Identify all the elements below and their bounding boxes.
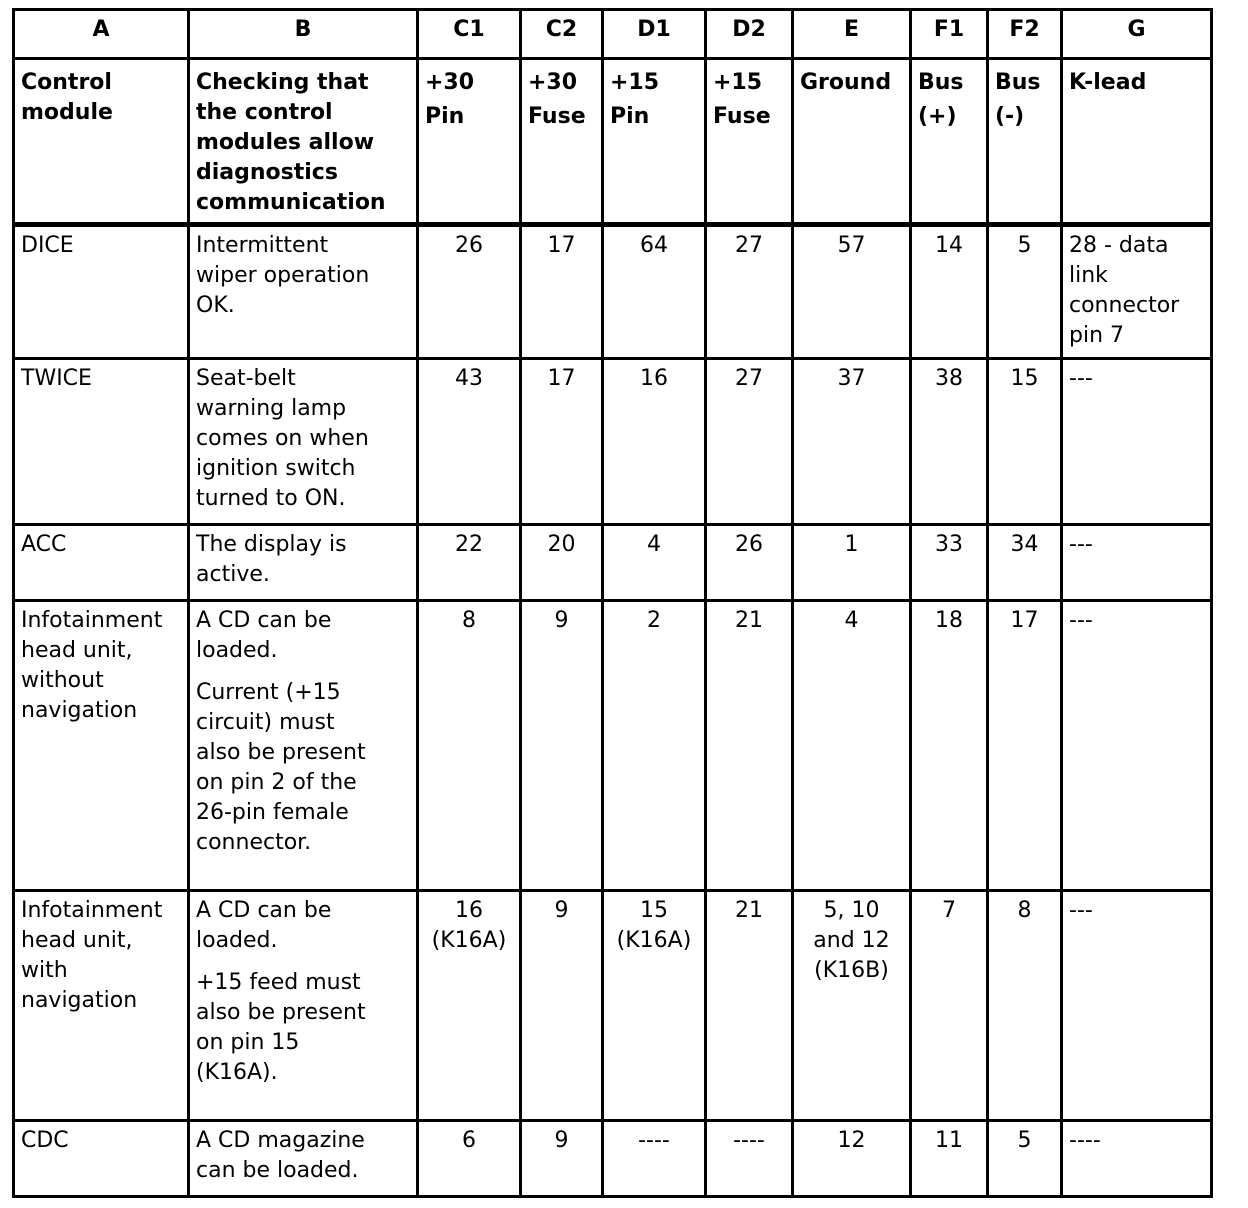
- bus-plus-cell: [911, 1121, 988, 1197]
- header-text: Checking that: [196, 70, 369, 95]
- header-checking: [189, 59, 418, 225]
- fuse-30-cell: [521, 225, 603, 359]
- cell-text: 37: [837, 366, 866, 391]
- cell-text: ----: [1069, 1128, 1101, 1153]
- cell-text: comes on when: [196, 426, 369, 451]
- column-letter: G: [1062, 10, 1212, 59]
- cell-text: 8: [462, 608, 476, 633]
- bus-minus-cell: [988, 525, 1062, 601]
- ground-cell: [793, 225, 911, 359]
- cell-text: Infotainment: [21, 608, 163, 633]
- column-letter: B: [189, 10, 418, 59]
- fuse-30-cell: [521, 359, 603, 525]
- cell-text: ---: [1069, 366, 1093, 391]
- header-text: module: [21, 100, 113, 125]
- table-row: [14, 525, 1212, 601]
- cell-text: 22: [455, 532, 483, 557]
- cell-text: can be loaded.: [196, 1158, 359, 1183]
- cell-text: ----: [638, 1128, 670, 1153]
- header-text: Pin: [610, 104, 650, 129]
- ground-cell: [793, 601, 911, 891]
- cell-text: OK.: [196, 293, 235, 318]
- header-text: Ground: [800, 70, 892, 95]
- cell-text: connector: [1069, 293, 1180, 318]
- cell-text: A CD magazine: [196, 1128, 365, 1153]
- cell-text: ---: [1069, 898, 1093, 923]
- bus-plus-cell: [911, 359, 988, 525]
- bus-plus-cell: [911, 891, 988, 1121]
- k-lead-cell: [1062, 225, 1212, 359]
- cell-text: 15: [1010, 366, 1039, 391]
- cell-text: navigation: [21, 988, 138, 1013]
- k-lead-cell: [1062, 1121, 1212, 1197]
- cell-text: 33: [935, 532, 963, 557]
- pin-15-cell: [603, 601, 706, 891]
- column-letter: A: [14, 10, 189, 59]
- header-15-pin: [603, 59, 706, 225]
- cell-text: ACC: [21, 532, 67, 557]
- bus-minus-cell: [988, 359, 1062, 525]
- pin-15-cell: [603, 359, 706, 525]
- header-text: Pin: [425, 104, 465, 129]
- column-letter: D2: [706, 10, 793, 59]
- module-cell: [14, 891, 189, 1121]
- pin-15-cell: [603, 1121, 706, 1197]
- header-bus-plus: [911, 59, 988, 225]
- header-text: diagnostics: [196, 160, 338, 185]
- cell-text: pin 7: [1069, 323, 1125, 348]
- column-letter: D1: [603, 10, 706, 59]
- cell-text: ignition switch: [196, 456, 356, 481]
- header-text: (+): [918, 104, 957, 129]
- cell-text: loaded.: [196, 638, 278, 663]
- control-module-table: [12, 8, 1213, 1198]
- header-text: modules allow: [196, 130, 375, 155]
- cell-text: 14: [935, 233, 963, 258]
- fuse-15-cell: [706, 359, 793, 525]
- bus-plus-cell: [911, 225, 988, 359]
- k-lead-cell: [1062, 525, 1212, 601]
- pin-30-cell: [418, 225, 521, 359]
- fuse-15-cell: [706, 525, 793, 601]
- header-text: +15: [610, 70, 660, 95]
- cell-text: 27: [735, 366, 763, 391]
- header-text: Bus: [918, 70, 964, 95]
- paragraph-gap: [196, 956, 410, 968]
- module-cell: [14, 601, 189, 891]
- cell-text: 27: [735, 233, 763, 258]
- table-row: [14, 601, 1212, 891]
- k-lead-cell: [1062, 359, 1212, 525]
- cell-text: 4: [647, 532, 661, 557]
- cell-text: 20: [547, 532, 576, 557]
- pin-30-cell: [418, 601, 521, 891]
- bus-minus-cell: [988, 601, 1062, 891]
- cell-text: +15 feed must: [196, 970, 361, 995]
- cell-text: circuit) must: [196, 710, 335, 735]
- k-lead-cell: [1062, 601, 1212, 891]
- table-row: [14, 1121, 1212, 1197]
- cell-text: 17: [547, 233, 576, 258]
- column-letter-row: [14, 10, 1212, 59]
- cell-text: warning lamp: [196, 396, 347, 421]
- cell-text: link: [1069, 263, 1108, 288]
- bus-plus-cell: [911, 525, 988, 601]
- cell-text: 26: [735, 532, 763, 557]
- module-cell: [14, 1121, 189, 1197]
- cell-text: 38: [935, 366, 963, 391]
- cell-text: CDC: [21, 1128, 69, 1153]
- column-letter: E: [793, 10, 911, 59]
- cell-text: (K16A): [431, 928, 507, 953]
- header-text: Fuse: [528, 104, 586, 129]
- cell-text: (K16A).: [196, 1060, 278, 1085]
- bus-plus-cell: [911, 601, 988, 891]
- table-row: [14, 225, 1212, 359]
- header-text: (-): [995, 104, 1025, 129]
- check-cell: [189, 1121, 418, 1197]
- check-cell: [189, 891, 418, 1121]
- cell-text: 1: [844, 532, 859, 557]
- pin-30-cell: [418, 1121, 521, 1197]
- k-lead-cell: [1062, 891, 1212, 1121]
- cell-text: 2: [647, 608, 661, 633]
- check-cell: [189, 525, 418, 601]
- cell-text: and 12: [813, 928, 890, 953]
- cell-text: 43: [455, 366, 483, 391]
- paragraph-gap: [196, 666, 410, 678]
- cell-text: turned to ON.: [196, 486, 346, 511]
- table-row: [14, 359, 1212, 525]
- cell-text: 57: [837, 233, 866, 258]
- cell-text: 9: [554, 1128, 569, 1153]
- cell-text: (K16B): [814, 958, 889, 983]
- pin-15-cell: [603, 525, 706, 601]
- cell-text: 17: [547, 366, 576, 391]
- cell-text: Current (+15: [196, 680, 341, 705]
- bus-minus-cell: [988, 1121, 1062, 1197]
- cell-text: 21: [735, 898, 763, 923]
- cell-text: 12: [837, 1128, 866, 1153]
- cell-text: 8: [1017, 898, 1032, 923]
- table-row: [14, 891, 1212, 1121]
- fuse-15-cell: [706, 891, 793, 1121]
- check-cell: [189, 225, 418, 359]
- header-text: +30: [425, 70, 475, 95]
- header-text: communication: [196, 190, 386, 215]
- cell-text: 9: [554, 608, 569, 633]
- cell-text: 28 - data: [1069, 233, 1169, 258]
- cell-text: 6: [462, 1128, 476, 1153]
- cell-text: A CD can be: [196, 608, 332, 633]
- pin-15-cell: [603, 891, 706, 1121]
- cell-text: 16: [455, 898, 483, 923]
- ground-cell: [793, 1121, 911, 1197]
- fuse-15-cell: [706, 1121, 793, 1197]
- cell-text: 5: [1017, 233, 1032, 258]
- cell-text: (K16A): [616, 928, 692, 953]
- cell-text: active.: [196, 562, 270, 587]
- header-text: the control: [196, 100, 333, 125]
- cell-text: without: [21, 668, 104, 693]
- cell-text: 7: [942, 898, 956, 923]
- cell-text: wiper operation: [196, 263, 370, 288]
- header-text: +30: [528, 70, 578, 95]
- header-ground: [793, 59, 911, 225]
- column-letter: F1: [911, 10, 988, 59]
- header-k-lead: [1062, 59, 1212, 225]
- cell-text: with: [21, 958, 68, 983]
- cell-text: A CD can be: [196, 898, 332, 923]
- pin-30-cell: [418, 525, 521, 601]
- cell-text: DICE: [21, 233, 74, 258]
- header-30-fuse: [521, 59, 603, 225]
- cell-text: ----: [733, 1128, 765, 1153]
- pin-15-cell: [603, 225, 706, 359]
- cell-text: on pin 2 of the: [196, 770, 357, 795]
- fuse-30-cell: [521, 891, 603, 1121]
- column-letter: C2: [521, 10, 603, 59]
- cell-text: 16: [640, 366, 668, 391]
- cell-text: navigation: [21, 698, 138, 723]
- pin-30-cell: [418, 359, 521, 525]
- cell-text: TWICE: [21, 366, 92, 391]
- fuse-15-cell: [706, 225, 793, 359]
- module-cell: [14, 225, 189, 359]
- cell-text: 26-pin female: [196, 800, 349, 825]
- bus-minus-cell: [988, 225, 1062, 359]
- header-text: K-lead: [1069, 70, 1147, 95]
- cell-text: Intermittent: [196, 233, 329, 258]
- cell-text: ---: [1069, 532, 1093, 557]
- header-bus-minus: [988, 59, 1062, 225]
- pin-30-cell: [418, 891, 521, 1121]
- cell-text: 26: [455, 233, 483, 258]
- column-letter: F2: [988, 10, 1062, 59]
- cell-text: ---: [1069, 608, 1093, 633]
- header-control-module: [14, 59, 189, 225]
- module-cell: [14, 525, 189, 601]
- cell-text: 21: [735, 608, 763, 633]
- cell-text: connector.: [196, 830, 312, 855]
- cell-text: also be present: [196, 1000, 366, 1025]
- cell-text: 9: [554, 898, 569, 923]
- header-text: Control: [21, 70, 112, 95]
- cell-text: 34: [1010, 532, 1039, 557]
- header-text: +15: [713, 70, 763, 95]
- fuse-30-cell: [521, 601, 603, 891]
- column-letter: C1: [418, 10, 521, 59]
- header-15-fuse: [706, 59, 793, 225]
- cell-text: 18: [935, 608, 963, 633]
- cell-text: Infotainment: [21, 898, 163, 923]
- cell-text: Seat-belt: [196, 366, 296, 391]
- cell-text: on pin 15: [196, 1030, 300, 1055]
- cell-text: 5, 10: [823, 898, 880, 923]
- cell-text: 64: [640, 233, 668, 258]
- cell-text: loaded.: [196, 928, 278, 953]
- fuse-15-cell: [706, 601, 793, 891]
- ground-cell: [793, 891, 911, 1121]
- cell-text: also be present: [196, 740, 366, 765]
- cell-text: 5: [1017, 1128, 1032, 1153]
- cell-text: 15: [640, 898, 668, 923]
- cell-text: head unit,: [21, 928, 133, 953]
- cell-text: 11: [935, 1128, 963, 1153]
- ground-cell: [793, 359, 911, 525]
- fuse-30-cell: [521, 1121, 603, 1197]
- check-cell: [189, 359, 418, 525]
- check-cell: [189, 601, 418, 891]
- ground-cell: [793, 525, 911, 601]
- header-text: Fuse: [713, 104, 771, 129]
- header-row: [14, 59, 1212, 225]
- header-text: Bus: [995, 70, 1041, 95]
- cell-text: 4: [844, 608, 859, 633]
- cell-text: The display is: [196, 532, 347, 557]
- cell-text: 17: [1010, 608, 1039, 633]
- bus-minus-cell: [988, 891, 1062, 1121]
- fuse-30-cell: [521, 525, 603, 601]
- module-cell: [14, 359, 189, 525]
- cell-text: head unit,: [21, 638, 133, 663]
- header-30-pin: [418, 59, 521, 225]
